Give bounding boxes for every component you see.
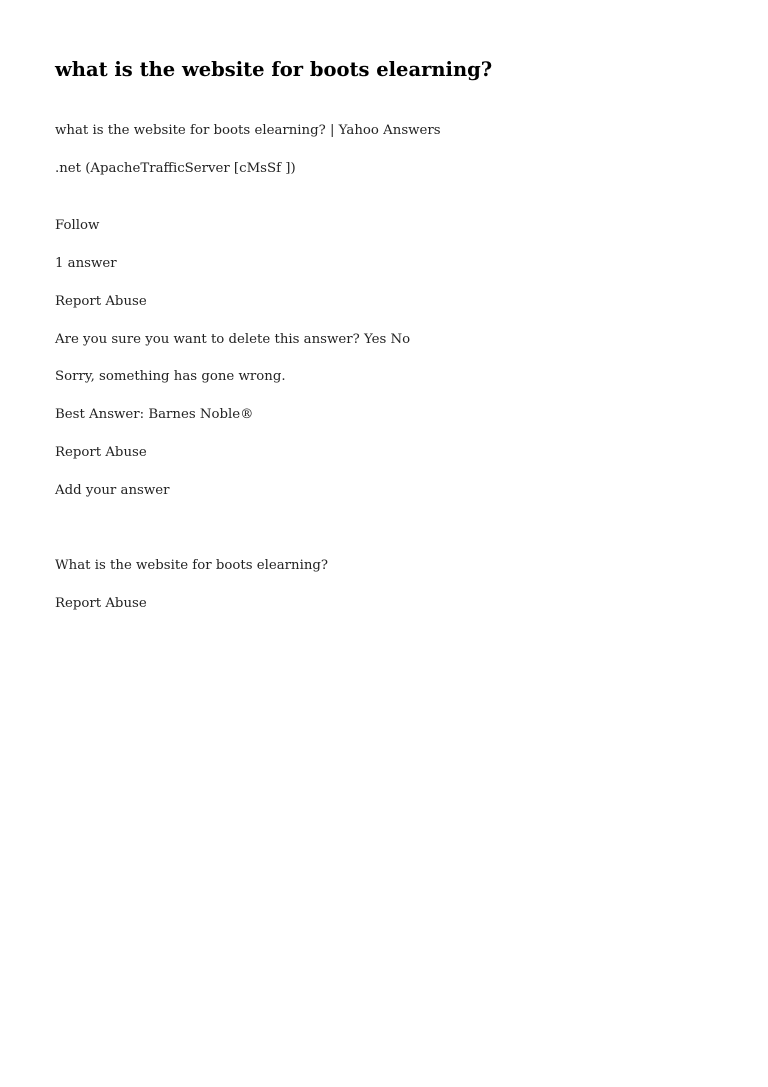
follow-link[interactable]: Follow — [55, 218, 100, 233]
delete-confirm-text: Are you sure you want to delete this answer? Yes No — [55, 332, 411, 347]
page-subtitle: what is the website for boots elearning? | Yahoo Answers — [55, 123, 441, 138]
page-title: what is the website for boots elearning? — [55, 58, 493, 81]
question-heading: What is the website for boots elearning? — [55, 558, 329, 573]
answer-count: 1 answer — [55, 256, 117, 271]
error-message: Sorry, something has gone wrong. — [55, 369, 286, 384]
report-abuse-link[interactable]: Report Abuse — [55, 596, 147, 611]
server-info: .net (ApacheTrafficServer [cMsSf ]) — [55, 161, 296, 176]
add-answer-link[interactable]: Add your answer — [55, 483, 170, 498]
report-abuse-link[interactable]: Report Abuse — [55, 294, 147, 309]
best-answer: Best Answer: Barnes Noble® — [55, 407, 254, 422]
report-abuse-link[interactable]: Report Abuse — [55, 445, 147, 460]
